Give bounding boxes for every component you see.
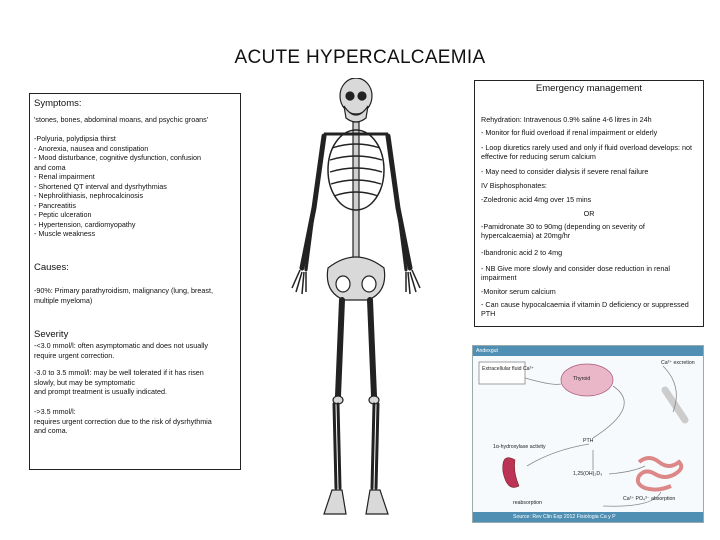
- zoledronic-text: -Zoledronic acid 4mg over 15 mins: [481, 195, 592, 204]
- pamidronate-text: -Pamidronate 30 to 90mg (depending on severity of hypercalcaemia) at 20mg/hr: [481, 222, 645, 240]
- label-absorption: Ca²⁺ PO₄³⁻ absorption: [623, 496, 676, 502]
- page-title: ACUTE HYPERCALCAEMIA: [234, 47, 486, 68]
- causes-text: multiple myeloma): [34, 295, 93, 305]
- diagram-header: Andexgut: [476, 348, 498, 354]
- label-hydroxylase: 1α-hydroxylase activity: [493, 444, 546, 450]
- label-extracellular: Extracellular fluid Ca²⁺: [482, 366, 535, 372]
- label-vitd: 1,25(OH)₂D₃: [573, 471, 603, 477]
- symptom-item: - Nephrolithiasis, nephrocalcinosis: [34, 191, 144, 200]
- symptom-item: - Hypertension, cardiomyopathy: [34, 219, 136, 229]
- severity-item: require urgent correction.: [34, 350, 115, 360]
- emergency-management-panel: [474, 80, 704, 327]
- kidney-icon: [503, 458, 519, 488]
- note-text: -Monitor serum calcium: [481, 287, 556, 296]
- symptom-item: - Shortened QT interval and dysrhythmias: [34, 181, 167, 191]
- diagram-footer: Source: Rev Clin Exp 2012 Fisiologia Ca y P: [513, 514, 616, 520]
- severity-item: -3.0 to 3.5 mmol/l: may be well tolerated if it has risen: [34, 368, 204, 377]
- symptom-item: - Anorexia, nausea and constipation: [34, 143, 149, 153]
- intestine-icon: [638, 458, 681, 490]
- label-pth: PTH: [583, 438, 594, 444]
- symptom-item: - Mood disturbance, cognitive dysfunction, confusion: [34, 153, 202, 162]
- symptom-item: - Muscle weakness: [34, 229, 96, 238]
- rehydration-point: - Loop diuretics rarely used and only if fluid overload develops: not effective for reducing serum calcium: [481, 143, 692, 161]
- emergency-heading: Emergency management: [535, 83, 643, 94]
- rehydration-text: Rehydration: Intravenous 0.9% saline 4-6 litres in 24h: [481, 115, 652, 124]
- symptom-item: - Renal impairment: [34, 172, 95, 181]
- severity-item: ->3.5 mmol/l:: [34, 407, 76, 416]
- skeleton-illustration: [240, 78, 472, 528]
- symptoms-mnemonic: 'stones, bones, abdominal moans, and psychic groans': [34, 115, 209, 124]
- severity-item: requires urgent correction due to the risk of dysrhythmia: [34, 416, 212, 426]
- severity-heading: Severity: [34, 329, 69, 340]
- symptoms-heading: Symptoms:: [34, 98, 82, 109]
- symptoms-panel: [29, 93, 241, 470]
- label-reabsorption: reabsorption: [513, 500, 542, 506]
- symptom-item: and coma: [34, 162, 66, 172]
- label-ca-excretion: Ca²⁺ excretion: [661, 360, 695, 366]
- symptom-item: - Pancreatitis: [34, 200, 76, 210]
- calcium-regulation-diagram: [472, 345, 704, 523]
- note-text: - Can cause hypocalcaemia if vitamin D deficiency or suppressed PTH: [481, 300, 689, 318]
- or-text: OR: [583, 209, 595, 218]
- causes-text: -90%: Primary parathyroidism, malignancy (lung, breast,: [34, 286, 213, 295]
- symptom-item: -Polyuria, polydipsia thirst: [34, 134, 116, 143]
- diagram-footer-bar: [473, 512, 703, 522]
- label-thyroid: Thyroid: [573, 376, 591, 382]
- severity-item: and prompt treatment is usually indicated.: [34, 387, 168, 396]
- symptom-item: - Peptic ulceration: [34, 210, 92, 219]
- note-text: - NB Give more slowly and consider dose reduction in renal impairment: [481, 264, 670, 282]
- ibandronic-text: -Ibandronic acid 2 to 4mg: [481, 248, 563, 257]
- iv-bisphosphonates-heading: IV Bisphosphonates:: [481, 181, 547, 190]
- causes-heading: Causes:: [34, 262, 69, 273]
- rehydration-point: - Monitor for fluid overload if renal impairment or elderly: [481, 128, 658, 137]
- rehydration-point: - May need to consider dialysis if severe renal failure: [481, 167, 649, 176]
- severity-item: -<3.0 mmol/l: often asymptomatic and does not usually: [34, 341, 208, 350]
- severity-item: and coma.: [34, 426, 68, 435]
- severity-item: slowly, but may be symptomatic: [34, 377, 135, 387]
